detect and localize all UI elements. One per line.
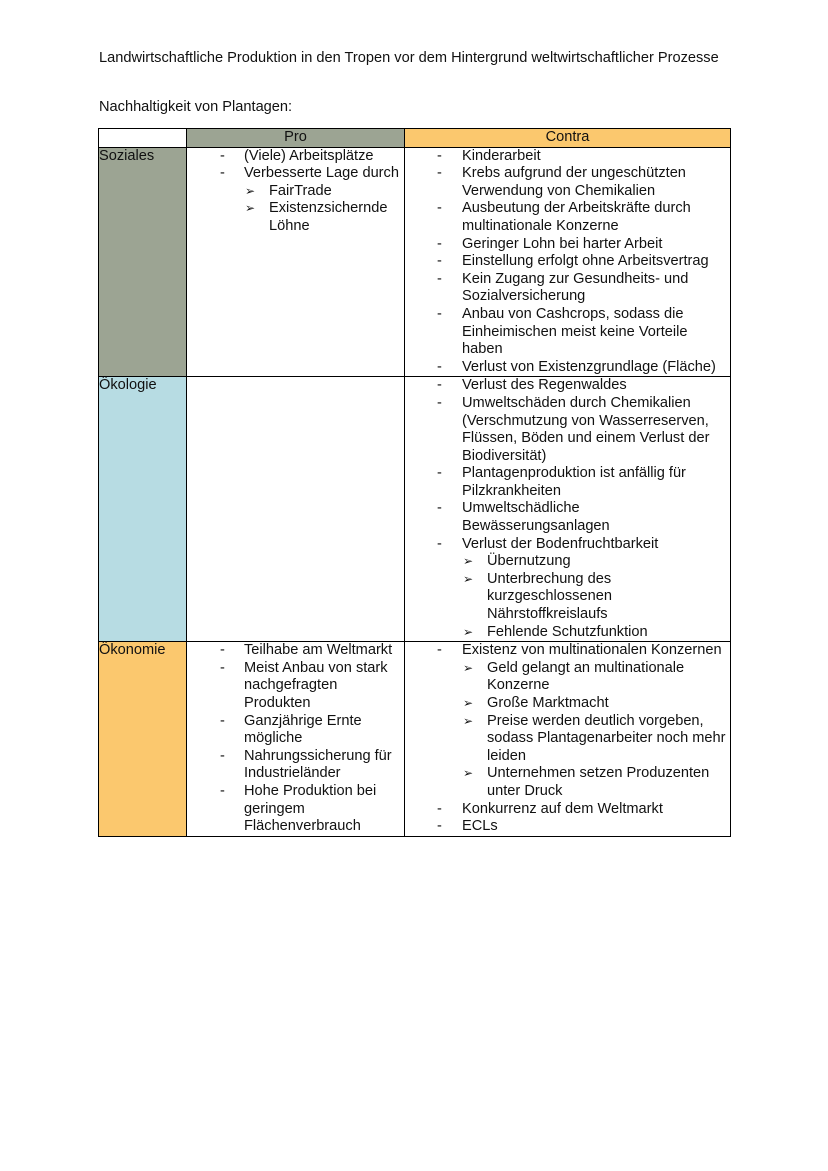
list-item-text: Meist Anbau von stark nachgefragten Produkten bbox=[244, 659, 388, 711]
table-row bbox=[99, 147, 731, 377]
bullet-list bbox=[187, 642, 404, 836]
list-item bbox=[187, 660, 404, 713]
list-item bbox=[187, 783, 404, 836]
contra-cell-oekonomie bbox=[405, 642, 731, 837]
list-item-text: Verbesserte Lage durch bbox=[244, 165, 399, 182]
list-item bbox=[405, 500, 730, 535]
header-contra: Contra bbox=[405, 129, 731, 148]
sub-list-item: ➢ Existenzsichernde Löhne bbox=[244, 200, 404, 235]
list-item bbox=[405, 395, 730, 465]
list-item bbox=[187, 748, 404, 783]
list-item-text: (Viele) Arbeitsplätze bbox=[244, 147, 374, 164]
list-item-text: Existenz von multinationalen Konzernen bbox=[462, 642, 722, 659]
list-item bbox=[405, 253, 730, 271]
list-item-text: Anbau von Cashcrops, sodass die Einheimischen meist keine Vorteile haben bbox=[462, 305, 688, 358]
list-item-text: Verlust von Existenzgrundlage (Fläche) bbox=[462, 358, 716, 375]
table-header-row bbox=[99, 129, 731, 148]
list-item bbox=[405, 236, 730, 254]
document-title: Landwirtschaftliche Produktion in den Tropen vor dem Hintergrund weltwirtschaftlicher Prozesse bbox=[99, 50, 719, 66]
list-item-text: Verlust der Bodenfruchtbarkeit bbox=[462, 535, 659, 552]
list-item bbox=[405, 377, 730, 395]
list-item bbox=[187, 148, 404, 166]
list-item bbox=[187, 642, 404, 660]
sub-list-item: ➢ Preise werden deutlich vorgeben, sodass Plantagenarbeiter noch mehr leiden bbox=[462, 713, 730, 766]
list-item-text: Hohe Produktion bei geringem Flächenverbrauch bbox=[244, 782, 377, 835]
sub-list-item: ➢ Übernutzung bbox=[462, 553, 730, 571]
list-item-text: Plantagenproduktion ist anfällig für Pilzkrankheiten bbox=[462, 465, 686, 499]
list-item bbox=[187, 165, 404, 235]
list-item bbox=[405, 801, 730, 819]
sub-list bbox=[462, 660, 730, 801]
list-item bbox=[405, 818, 730, 836]
list-item-text: Einstellung erfolgt ohne Arbeitsvertrag bbox=[462, 253, 709, 270]
list-item bbox=[405, 165, 730, 200]
list-item-text: Kinderarbeit bbox=[462, 147, 541, 164]
list-item-text: Kein Zugang zur Gesundheits- und Sozialversicherung bbox=[462, 270, 689, 305]
list-item-text: Teilhabe am Weltmarkt bbox=[244, 642, 393, 659]
sub-list-item: ➢ Fehlende Schutzfunktion bbox=[462, 624, 730, 642]
sub-list-item: ➢ Geld gelangt an multinationale Konzerne bbox=[462, 660, 730, 695]
bullet-list bbox=[187, 148, 404, 236]
list-item bbox=[405, 148, 730, 166]
row-label-oekologie: Ökologie bbox=[99, 377, 187, 642]
sub-list-item: ➢ Unterbrechung des kurzgeschlossenen Nährstoffkreislaufs bbox=[462, 571, 730, 624]
list-item bbox=[405, 306, 730, 359]
list-item bbox=[405, 642, 730, 800]
list-item-text: Ganzjährige Ernte mögliche bbox=[244, 712, 362, 747]
table-row bbox=[99, 377, 731, 642]
row-label-oekonomie: Ökonomie bbox=[99, 642, 187, 837]
list-item-text: Geringer Lohn bei harter Arbeit bbox=[462, 235, 663, 252]
pro-cell-soziales bbox=[187, 147, 405, 377]
table-row bbox=[99, 642, 731, 837]
list-item bbox=[405, 271, 730, 306]
list-item bbox=[405, 359, 730, 377]
list-item-text: Verlust des Regenwaldes bbox=[462, 377, 627, 394]
sub-list-item: ➢ Große Marktmacht bbox=[462, 695, 730, 713]
header-pro: Pro bbox=[187, 129, 405, 148]
sub-list bbox=[462, 553, 730, 641]
bullet-list bbox=[405, 377, 730, 641]
bullet-list bbox=[405, 148, 730, 377]
sub-list-item: ➢ Unternehmen setzen Produzenten unter Druck bbox=[462, 765, 730, 800]
row-label-soziales: Soziales bbox=[99, 147, 187, 377]
list-item-text: Konkurrenz auf dem Weltmarkt bbox=[462, 800, 663, 817]
list-item bbox=[405, 465, 730, 500]
list-item-text: Krebs aufgrund der ungeschützten Verwendung von Chemikalien bbox=[462, 165, 686, 199]
list-item bbox=[405, 200, 730, 235]
list-item-text: Nahrungssicherung für Industrieländer bbox=[244, 747, 392, 782]
sub-list bbox=[244, 183, 404, 236]
pro-cell-oekonomie bbox=[187, 642, 405, 837]
list-item-text: Umweltschädliche Bewässerungsanlagen bbox=[462, 500, 610, 535]
list-item bbox=[405, 536, 730, 642]
sub-list-item: ➢ FairTrade bbox=[244, 183, 404, 201]
sustainability-table bbox=[98, 128, 731, 837]
contra-cell-oekologie bbox=[405, 377, 731, 642]
list-item-text: Umweltschäden durch Chemikalien (Verschmutzung von Wasserreserven, Flüssen, Böden und einem Verlust der Biodiversität) bbox=[462, 394, 710, 464]
document-subtitle: Nachhaltigkeit von Plantagen: bbox=[99, 99, 293, 115]
list-item bbox=[187, 713, 404, 748]
list-item-text: Ausbeutung der Arbeitskräfte durch multinationale Konzerne bbox=[462, 200, 691, 234]
contra-cell-soziales bbox=[405, 147, 731, 377]
bullet-list bbox=[405, 642, 730, 836]
header-empty-cell bbox=[99, 129, 187, 148]
list-item-text: ECLs bbox=[462, 818, 498, 835]
pro-cell-oekologie bbox=[187, 377, 405, 642]
